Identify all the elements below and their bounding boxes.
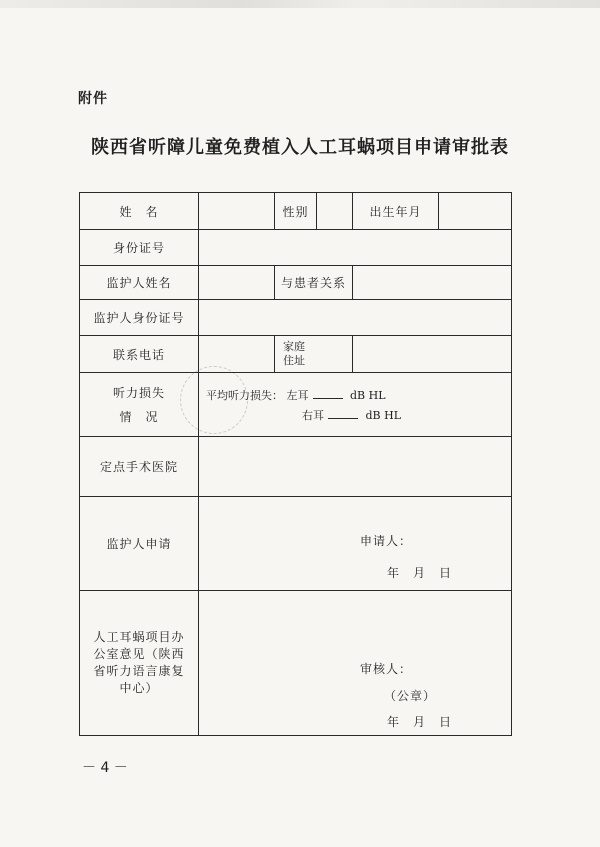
row-guardian-apply <box>80 497 512 591</box>
guardian-name-field[interactable] <box>199 266 275 300</box>
gender-field[interactable] <box>317 193 353 230</box>
gender-label: 性别 <box>275 193 317 230</box>
office-opinion-label <box>80 591 199 736</box>
address-field[interactable] <box>353 336 512 373</box>
row-hearing <box>80 373 512 437</box>
row-guardian-id <box>80 300 512 336</box>
left-ear-label: 左耳 <box>286 389 309 402</box>
guardian-id-field[interactable] <box>199 300 512 336</box>
page-number: － 4 － <box>82 760 128 776</box>
seal-label: （公章） <box>384 689 437 703</box>
apply-date: 年 月 日 <box>387 566 453 580</box>
hearing-field[interactable] <box>199 373 512 437</box>
row-name <box>80 193 512 230</box>
attachment-label: 附件 <box>78 91 108 107</box>
application-form-table <box>79 192 512 736</box>
relation-label: 与患者关系 <box>275 266 353 300</box>
avg-loss-label: 平均听力损失： <box>206 389 283 402</box>
office-label-line1: 人工耳蜗项目办 <box>93 630 185 644</box>
birth-field[interactable] <box>439 193 512 230</box>
left-ear-unit: dB HL <box>350 389 386 402</box>
scan-top-edge <box>0 0 600 8</box>
relation-field[interactable] <box>353 266 512 300</box>
row-id-number <box>80 230 512 266</box>
address-label-line2: 住址 <box>283 354 305 367</box>
office-label-line4: 中心） <box>119 681 159 695</box>
right-ear-blank[interactable] <box>328 408 358 419</box>
hearing-label-line1: 听力损失 <box>112 385 165 400</box>
address-label-line1: 家庭 <box>283 340 305 353</box>
office-label-line2: 公室意见（陕西 <box>93 647 185 661</box>
row-phone-address <box>80 336 512 373</box>
review-date: 年 月 日 <box>387 715 453 729</box>
id-number-field[interactable] <box>199 230 512 266</box>
phone-label: 联系电话 <box>80 336 199 373</box>
name-field[interactable] <box>199 193 275 230</box>
row-office-opinion <box>80 591 512 736</box>
right-ear-line <box>302 407 401 423</box>
hospital-label: 定点手术医院 <box>80 437 199 497</box>
guardian-apply-label: 监护人申请 <box>80 497 199 591</box>
guardian-apply-field[interactable] <box>199 497 512 591</box>
birth-label: 出生年月 <box>353 193 439 230</box>
applicant-label: 申请人： <box>360 534 413 548</box>
hearing-label <box>80 373 199 437</box>
form-title: 陕西省听障儿童免费植入人工耳蜗项目申请审批表 <box>91 137 509 158</box>
right-ear-unit: dB HL <box>365 409 402 422</box>
left-ear-line <box>206 387 386 403</box>
hearing-label-line2: 情 况 <box>119 409 159 424</box>
row-hospital <box>80 437 512 497</box>
row-guardian-name <box>80 266 512 300</box>
address-label <box>275 336 353 373</box>
hospital-field[interactable] <box>199 437 512 497</box>
left-ear-blank[interactable] <box>313 388 343 399</box>
id-number-label: 身份证号 <box>80 230 199 266</box>
office-opinion-field[interactable] <box>199 591 512 736</box>
phone-field[interactable] <box>199 336 275 373</box>
reviewer-label: 审核人： <box>360 662 413 676</box>
guardian-id-label: 监护人身份证号 <box>80 300 199 336</box>
office-label-line3: 省听力语言康复 <box>93 664 185 678</box>
guardian-name-label: 监护人姓名 <box>80 266 199 300</box>
right-ear-label: 右耳 <box>302 409 324 422</box>
name-label: 姓 名 <box>80 193 199 230</box>
